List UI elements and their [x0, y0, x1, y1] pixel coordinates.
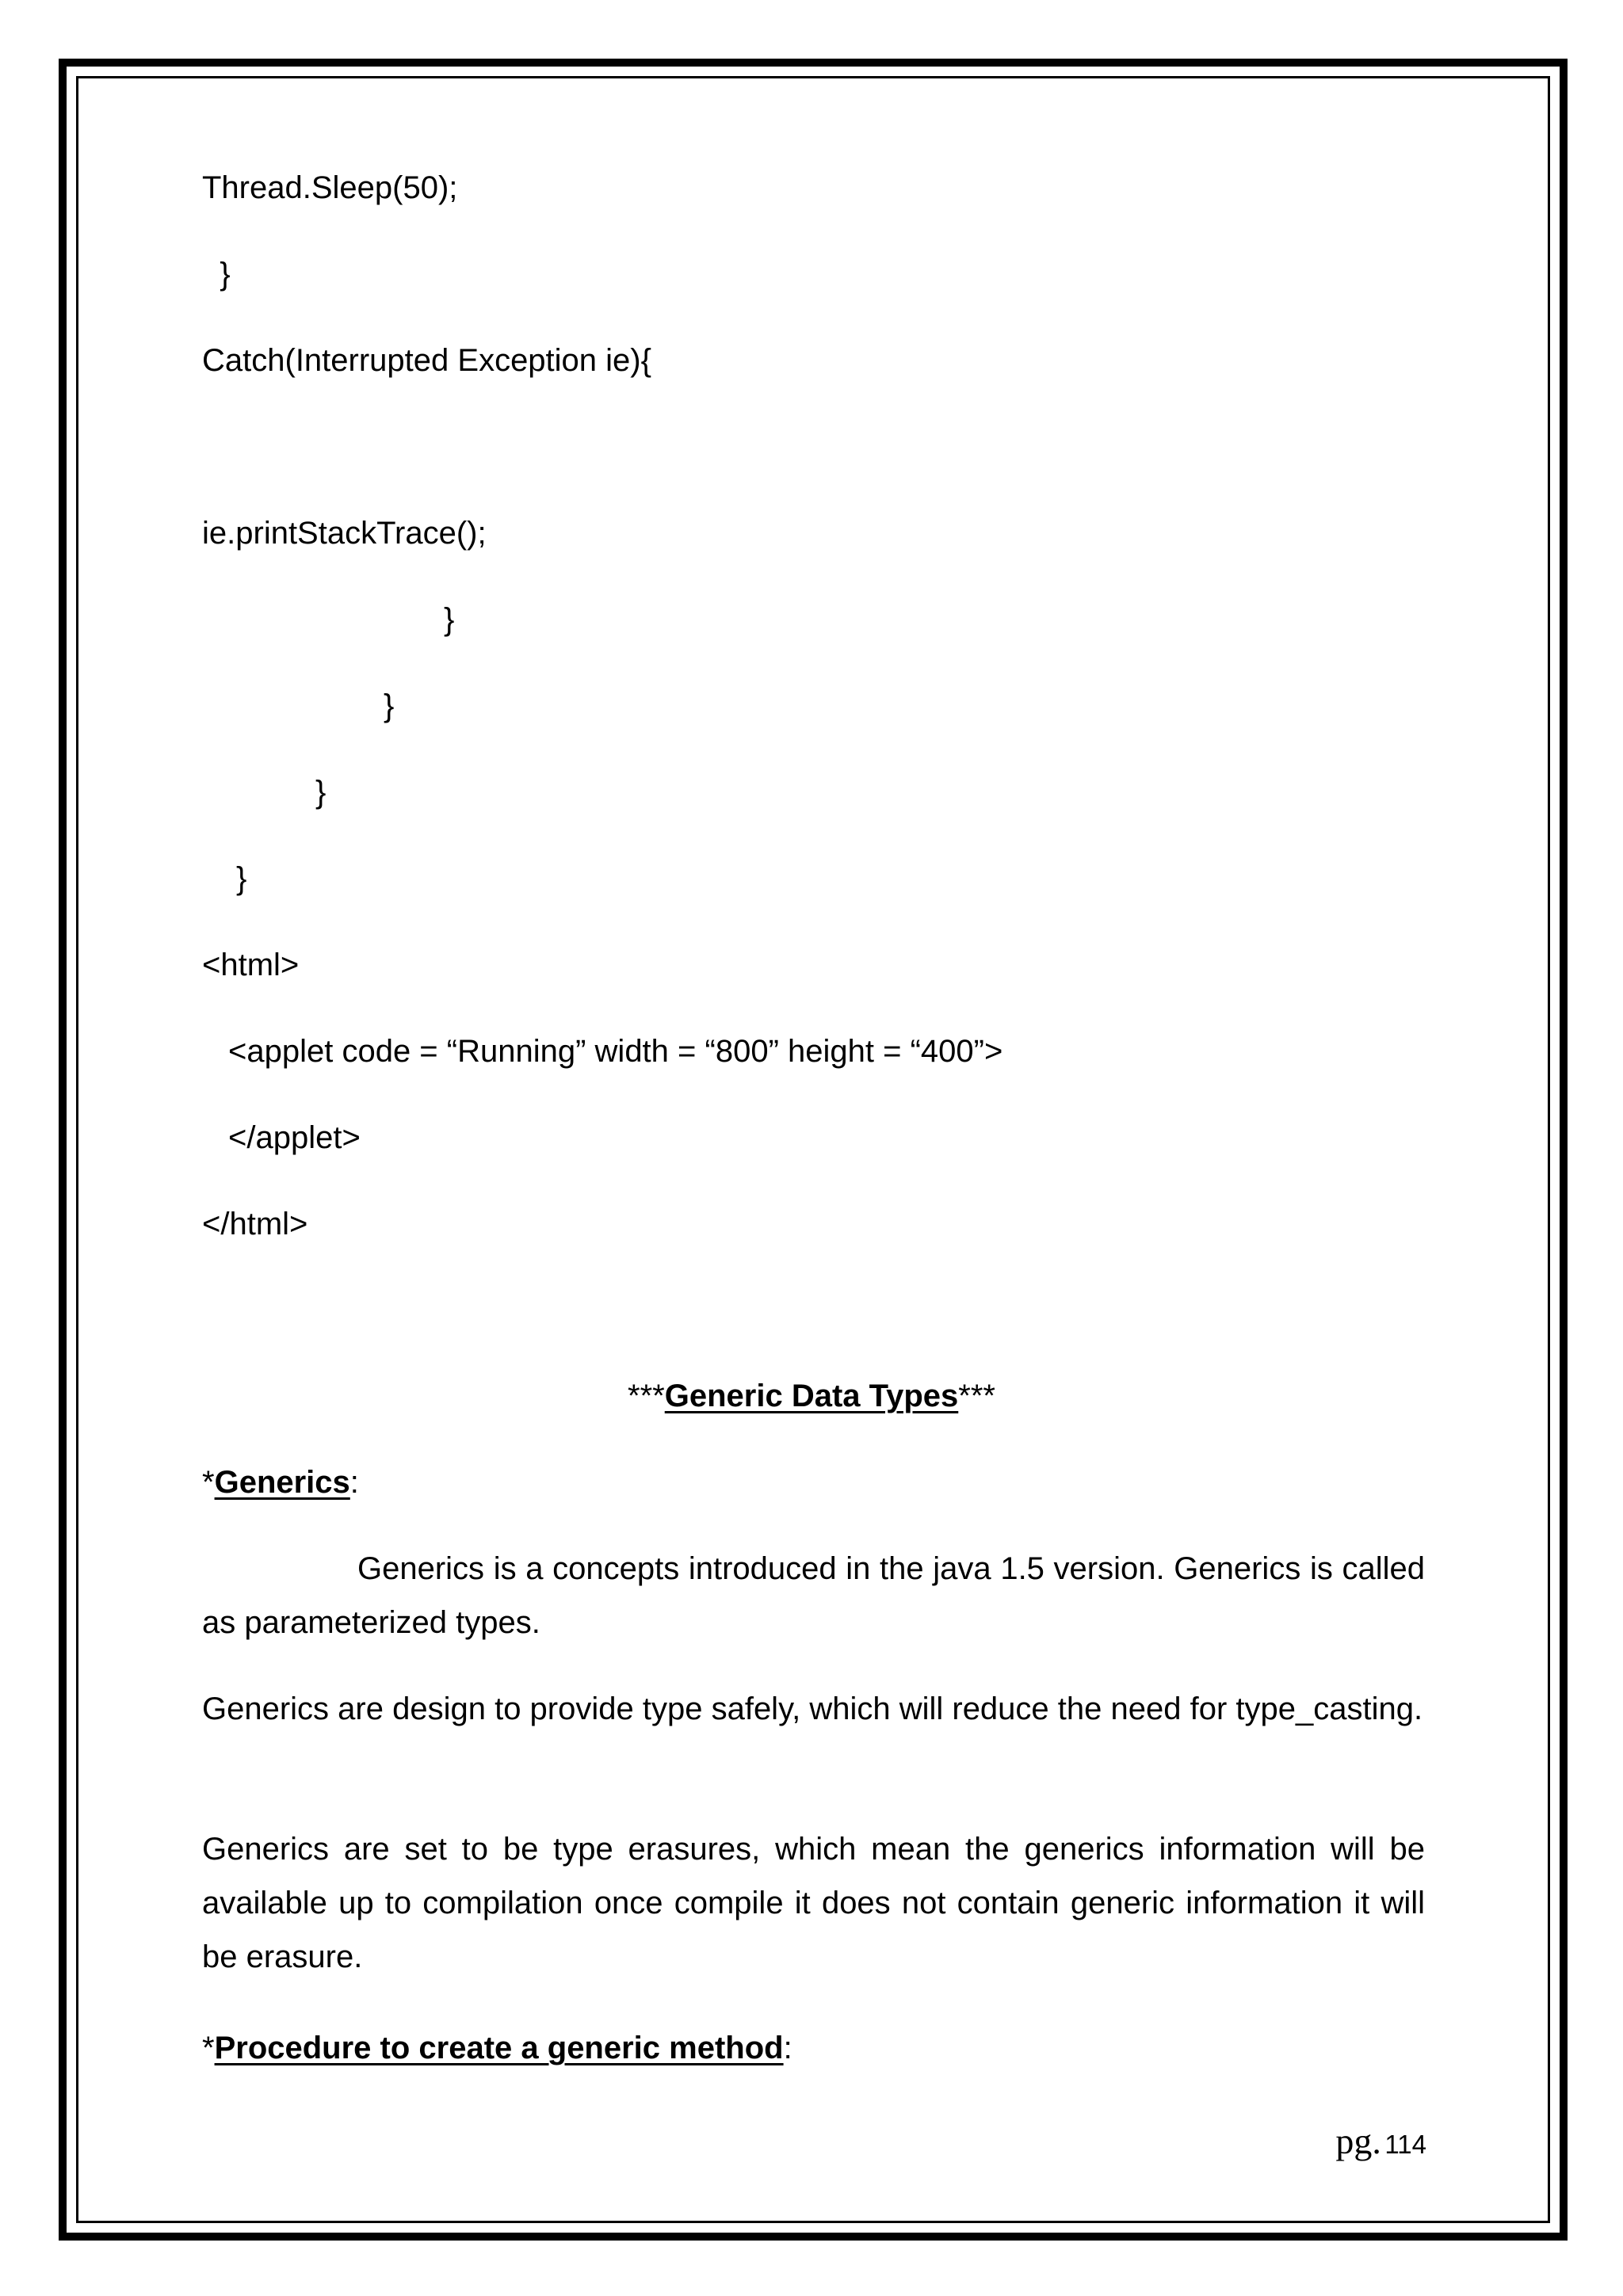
procedure-heading-text: Procedure to create a generic method — [214, 2031, 784, 2065]
code-line: Thread.Sleep(50); — [202, 170, 458, 205]
code-line: </applet> — [228, 1120, 361, 1155]
code-line: } — [202, 257, 231, 292]
code-line: <applet code = “Running” width = “800” height = “400”> — [228, 1034, 1003, 1069]
section-title-suffix: *** — [958, 1379, 995, 1413]
paragraph — [202, 1822, 1425, 1984]
paragraph — [202, 1682, 1425, 1736]
procedure-heading — [202, 2029, 792, 2067]
section-title — [0, 1377, 1623, 1415]
paragraph-text: Generics is a concepts introduced in the java 1.5 version. Generics is called as parameterized types. — [202, 1551, 1425, 1640]
paragraph-text: Generics are design to provide type safely, which will reduce the need for type_casting. — [202, 1691, 1423, 1726]
code-line: } — [236, 861, 247, 896]
code-line: } — [384, 688, 395, 723]
procedure-heading-suffix: : — [783, 2031, 792, 2065]
code-line: ie.printStackTrace(); — [202, 516, 487, 551]
code-line: <html> — [202, 948, 300, 982]
generics-heading — [202, 1463, 359, 1501]
code-line: } — [444, 602, 455, 637]
paragraph — [202, 1542, 1425, 1650]
section-title-prefix: *** — [628, 1379, 665, 1413]
generics-heading-prefix: * — [202, 1465, 215, 1500]
paragraph-text: Generics are set to be type erasures, which mean the generics information will be available up to compilation once compile it does not contain generic information it will be erasure. — [202, 1832, 1425, 1974]
code-line: Catch(Interrupted Exception ie){ — [202, 343, 651, 378]
code-line: } — [315, 775, 327, 810]
generics-heading-suffix: : — [349, 1465, 359, 1500]
code-line: </html> — [202, 1207, 308, 1241]
section-title-text: Generic Data Types — [664, 1379, 959, 1413]
page-number-label: pg. — [1335, 2121, 1381, 2161]
page-number-value: 114 — [1384, 2130, 1426, 2159]
generics-heading-text: Generics — [214, 1465, 350, 1500]
page-number — [1335, 2120, 1426, 2162]
procedure-heading-prefix: * — [202, 2031, 215, 2065]
